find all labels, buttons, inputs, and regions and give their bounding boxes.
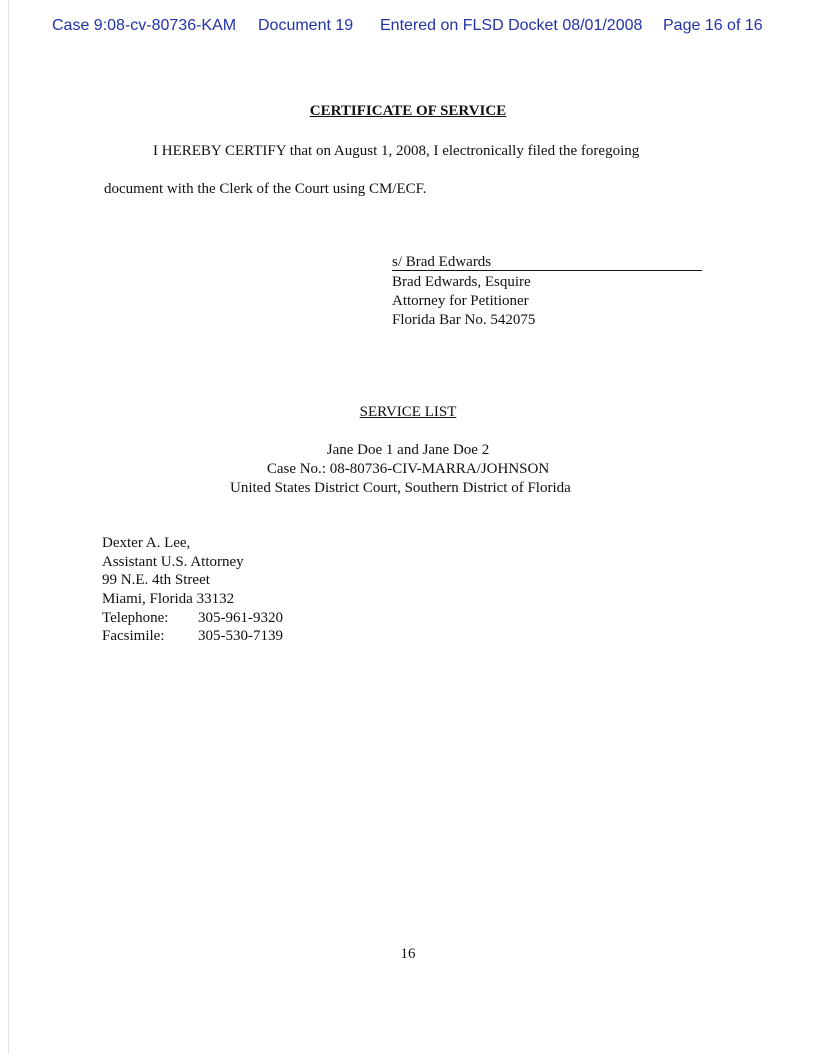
signature-role: Attorney for Petitioner xyxy=(392,293,529,309)
header-page-count: Page 16 of 16 xyxy=(663,17,763,34)
scan-edge-line xyxy=(8,0,9,1054)
facsimile-label: Facsimile: xyxy=(102,628,165,644)
service-list-title: SERVICE LIST xyxy=(359,404,457,420)
certificate-title: CERTIFICATE OF SERVICE xyxy=(309,103,507,119)
header-case-number: Case 9:08-cv-80736-KAM xyxy=(52,17,237,34)
recipient-title: Assistant U.S. Attorney xyxy=(102,554,244,570)
header-entered-date: Entered on FLSD Docket 08/01/2008 xyxy=(380,17,643,34)
recipient-city: Miami, Florida 33132 xyxy=(102,591,235,607)
certificate-text-line-2: document with the Clerk of the Court using CM/ECF. xyxy=(104,181,427,197)
signature-bar-number: Florida Bar No. 542075 xyxy=(392,312,536,328)
signature-electronic: s/ Brad Edwards xyxy=(392,254,492,270)
certificate-text-line-1: I HEREBY CERTIFY that on August 1, 2008, I electronically filed the foregoing xyxy=(153,143,640,159)
service-list-case-number: Case No.: 08-80736-CIV-MARRA/JOHNSON xyxy=(266,461,550,477)
telephone-number: 305-961-9320 xyxy=(198,610,283,626)
signature-name: Brad Edwards, Esquire xyxy=(392,274,531,290)
facsimile-number: 305-530-7139 xyxy=(198,628,283,644)
service-list-court: United States District Court, Southern District of Florida xyxy=(230,480,571,496)
recipient-facsimile xyxy=(102,627,283,645)
recipient-name: Dexter A. Lee, xyxy=(102,535,191,551)
telephone-label: Telephone: xyxy=(102,610,169,626)
recipient-telephone xyxy=(102,609,283,627)
page-number: 16 xyxy=(400,946,416,962)
service-list-parties: Jane Doe 1 and Jane Doe 2 xyxy=(326,442,490,458)
recipient-street: 99 N.E. 4th Street xyxy=(102,572,210,588)
header-document-number: Document 19 xyxy=(258,17,354,34)
